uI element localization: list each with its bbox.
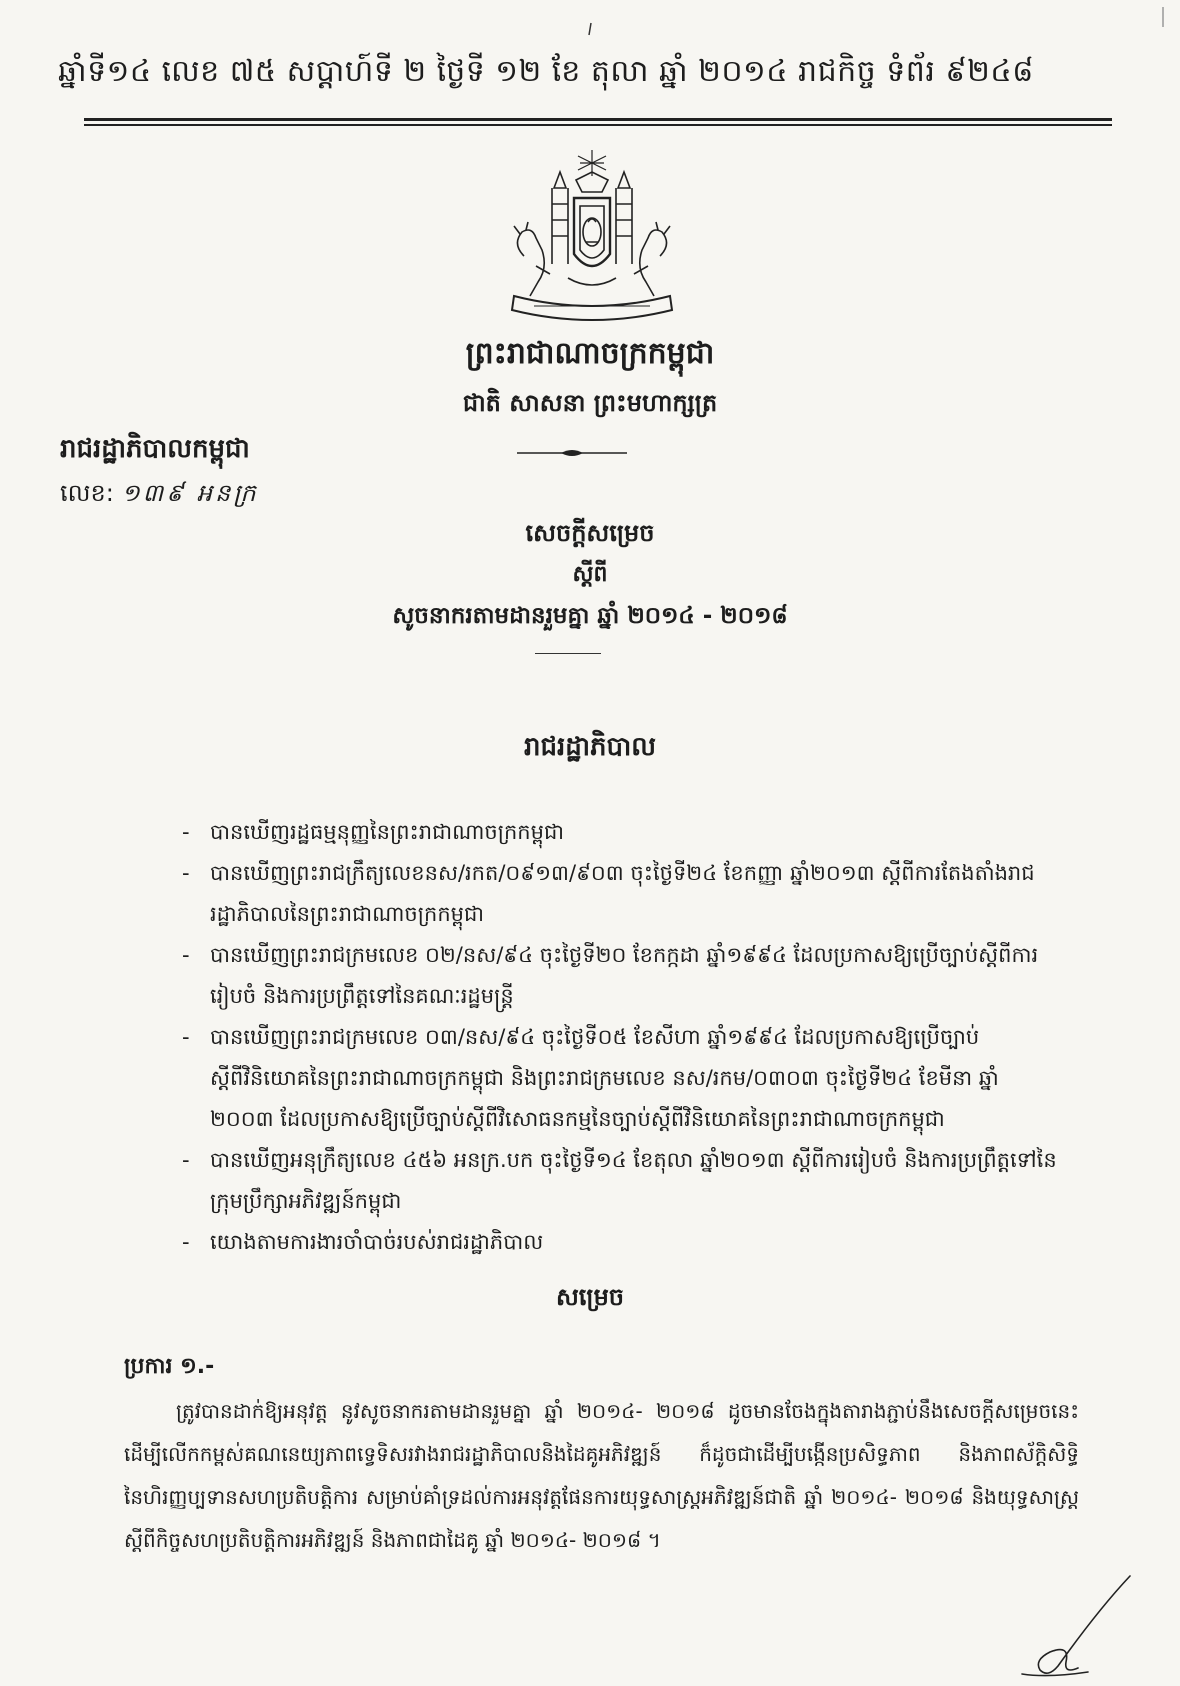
recital-text: បានឃើញរដ្ឋធម្មនុញ្ញនៃព្រះរាជាណាចក្រកម្ពុជា — [210, 820, 564, 844]
about-label: ស្តីពី — [572, 562, 608, 587]
recitals-list — [182, 812, 1062, 1263]
kingdom-name: ព្រះរាជាណាចក្រកម្ពុជា — [465, 336, 715, 371]
document-number-value: ១៣៩ អនក្រ — [121, 479, 259, 507]
article-1-heading: ប្រការ ១.- — [124, 1354, 215, 1379]
royal-coat-of-arms-icon — [494, 146, 690, 328]
recital-text: បានឃើញព្រះរាជក្រមលេខ ០២/នស/៩៤ ចុះថ្ងៃទី២០ ខែកក្កដា ឆ្នាំ១៩៩៤ ដែលប្រកាសឱ្យប្រើច្បាប់ស្តីពីការរៀបចំ និងការប្រព្រឹត្តទៅនៃគណៈរដ្ឋមន្ត្រី — [210, 943, 1039, 1008]
recital-item: - បានឃើញព្រះរាជក្រមលេខ ០៣/នស/៩៤ ចុះថ្ងៃទី០៥ ខែសីហា ឆ្នាំ១៩៩៤ ដែលប្រកាសឱ្យប្រើច្បាប់ស្តីពីវិនិយោគនៃព្រះរាជាណាចក្រកម្ពុជា និងព្រះរាជក្រមលេខ នស/រកម/០៣០៣ ចុះថ្ងៃទី២៤ ខែមីនា ឆ្នាំ ២០០៣ ដែលប្រកាសឱ្យប្រើច្បាប់ស្តីពីវិសោធនកម្មនៃច្បាប់ស្តីពីវិនិយោគនៃព្រះរាជាណាចក្រកម្ពុជា — [182, 1017, 1062, 1140]
preamble-heading: រាជរដ្ឋាភិបាល — [523, 732, 657, 762]
recital-item: - បានឃើញព្រះរាជក្រមលេខ ០២/នស/៩៤ ចុះថ្ងៃទី២០ ខែកក្កដា ឆ្នាំ១៩៩៤ ដែលប្រកាសឱ្យប្រើច្បាប់ស្តីពីការរៀបចំ និងការប្រព្រឹត្តទៅនៃគណៈរដ្ឋមន្ត្រី — [182, 935, 1062, 1017]
ornamental-divider-icon — [517, 448, 627, 458]
header-rule-thick — [84, 118, 1112, 121]
recital-item: - បានឃើញអនុក្រឹត្យលេខ ៤៥៦ អនក្រ.បក ចុះថ្ងៃទី១៤ ខែតុលា ឆ្នាំ២០១៣ ស្តីពីការរៀបចំ និងការប្រព្រឹត្តទៅនៃក្រុមប្រឹក្សាអភិវឌ្ឍន៍កម្ពុជា — [182, 1140, 1062, 1222]
subject-divider — [535, 653, 601, 654]
document-number-label: លេខ: — [60, 479, 114, 507]
scan-mark-icon — [1160, 6, 1166, 28]
decision-subject: សូចនាករតាមដានរួមគ្នា ឆ្នាំ ២០១៤ - ២០១៨ — [392, 603, 788, 629]
recital-item: - បានឃើញព្រះរាជក្រឹត្យលេខនស/រកត/០៩១៣/៩០៣ ចុះថ្ងៃទី២៤ ខែកញ្ញា ឆ្នាំ២០១៣ ស្តីពីការតែងតាំងរាជរដ្ឋាភិបាលនៃព្រះរាជាណាចក្រកម្ពុជា — [182, 853, 1062, 935]
recital-text: បានឃើញព្រះរាជក្រមលេខ ០៣/នស/៩៤ ចុះថ្ងៃទី០៥ ខែសីហា ឆ្នាំ១៩៩៤ ដែលប្រកាសឱ្យប្រើច្បាប់ស្តីពីវិនិយោគនៃព្រះរាជាណាចក្រកម្ពុជា និងព្រះរាជក្រមលេខ នស/រកម/០៣០៣ ចុះថ្ងៃទី២៤ ខែមីនា ឆ្នាំ ២០០៣ ដែលប្រកាសឱ្យប្រើច្បាប់ស្តីពីវិសោធនកម្មនៃច្បាប់ស្តីពីវិនិយោគនៃព្រះរាជាណាចក្រកម្ពុជា — [210, 1025, 999, 1131]
header-rule-thin — [84, 124, 1112, 126]
handwritten-initial-icon — [1018, 1570, 1136, 1680]
national-motto: ជាតិ សាសនា ព្រះមហាក្សត្រ — [462, 389, 718, 417]
recital-item: - យោងតាមការងារចាំបាច់របស់រាជរដ្ឋាភិបាល — [182, 1222, 1062, 1263]
article-1-body: ត្រូវបានដាក់ឱ្យអនុវត្ត នូវសូចនាករតាមដានរួមគ្នា ឆ្នាំ ២០១៤- ២០១៨ ដូចមានចែងក្នុងតារាងភ្ជាប់នឹងសេចក្តីសម្រេចនេះ ដើម្បីលើកកម្ពស់គណនេយ្យភាពទ្វេទិសរវាងរាជរដ្ឋាភិបាលនិងដៃគូអភិវឌ្ឍន៍ ក៏ដូចជាដើម្បីបង្កើនប្រសិទ្ធភាព និងភាពស័ក្តិសិទ្ធិនៃហិរញ្ញប្បទានសហប្រតិបត្តិការ សម្រាប់គាំទ្រដល់ការអនុវត្តផែនការយុទ្ធសាស្ត្រអភិវឌ្ឍន៍ជាតិ ឆ្នាំ ២០១៤- ២០១៨ និងយុទ្ធសាស្ត្រស្តីពីកិច្ចសហប្រតិបត្តិការអភិវឌ្ឍន៍ និងភាពជាដៃគូ ឆ្នាំ ២០១៤- ២០១៨ ។ — [124, 1399, 1079, 1552]
issuer-name: រាជរដ្ឋាភិបាលកម្ពុជា — [60, 434, 250, 464]
recital-text: យោងតាមការងារចាំបាច់របស់រាជរដ្ឋាភិបាល — [210, 1230, 544, 1254]
decision-title: សេចក្តីសម្រេច — [525, 519, 655, 547]
decides-heading: សម្រេច — [555, 1283, 625, 1311]
recital-text: បានឃើញអនុក្រឹត្យលេខ ៤៥៦ អនក្រ.បក ចុះថ្ងៃទី១៤ ខែតុលា ឆ្នាំ២០១៣ ស្តីពីការរៀបចំ និងការប្រព្រឹត្តទៅនៃក្រុមប្រឹក្សាអភិវឌ្ឍន៍កម្ពុជា — [210, 1148, 1057, 1213]
document-number — [60, 478, 259, 513]
recital-item: - បានឃើញរដ្ឋធម្មនុញ្ញនៃព្រះរាជាណាចក្រកម្ពុជា — [182, 812, 1062, 853]
scan-mark-icon — [587, 22, 593, 36]
recital-text: បានឃើញព្រះរាជក្រឹត្យលេខនស/រកត/០៩១៣/៩០៣ ចុះថ្ងៃទី២៤ ខែកញ្ញា ឆ្នាំ២០១៣ ស្តីពីការតែងតាំងរាជរដ្ឋាភិបាលនៃព្រះរាជាណាចក្រកម្ពុជា — [210, 861, 1035, 926]
gazette-header: ឆ្នាំទី១៤ លេខ ៧៥ សប្តាហ៍ទី ២ ថ្ងៃទី ១២ ខែ តុលា ឆ្នាំ ២០១៤ រាជកិច្ច ទំព័រ ៩២៤៨ — [58, 54, 1034, 89]
